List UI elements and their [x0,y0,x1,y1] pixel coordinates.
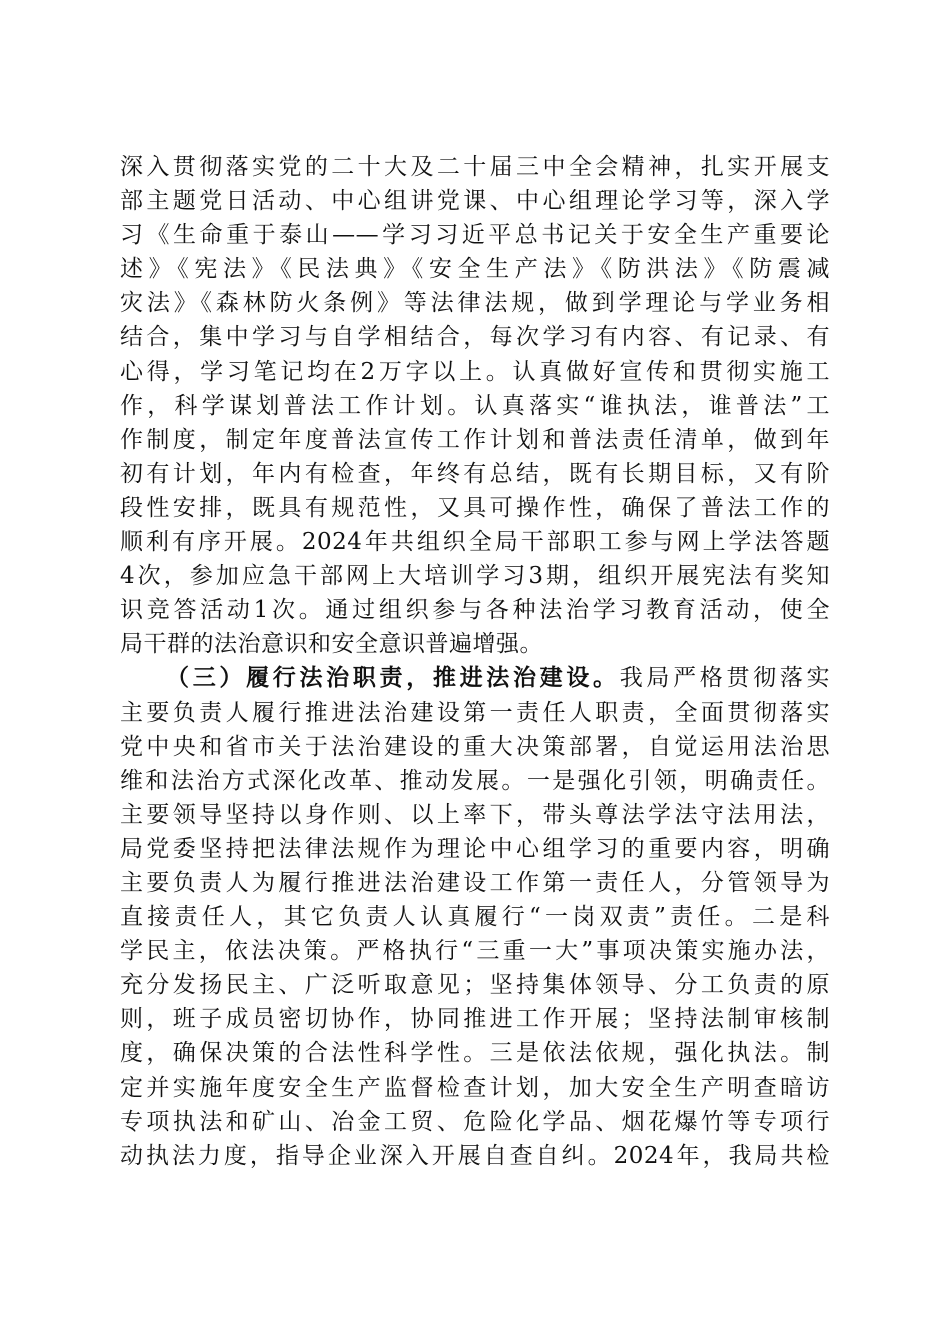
text-line: 顺利有序开展。2024年共组织全局干部职工参与网上学法答题 [120,529,830,556]
paragraph-study-publicity [120,150,830,661]
text-line: 则，班子成员密切协作，协同推进工作开展；坚持法制审核制 [120,1006,830,1033]
text-line: 直接责任人，其它负责人认真履行“一岗双责”责任。二是科 [120,904,830,931]
text-line: 初有计划，年内有检查，年终有总结，既有长期目标，又有阶 [120,460,830,487]
text-line: 局党委坚持把法律法规作为理论中心组学习的重要内容，明确 [120,835,830,862]
text-line: 作，科学谋划普法工作计划。认真落实“谁执法，谁普法”工 [120,392,830,419]
text-line: 学民主，依法决策。严格执行“三重一大”事项决策实施办法， [120,938,830,965]
text-line: 段性安排，既具有规范性，又具可操作性，确保了普法工作的 [120,494,830,521]
text-line: 结合，集中学习与自学相结合，每次学习有内容、有记录、有 [120,324,830,351]
text-line: 主要负责人为履行推进法治建设工作第一责任人，分管领导为 [120,869,830,896]
text-line: 深入贯彻落实党的二十大及二十届三中全会精神，扎实开展支 [120,154,830,180]
text-line: 灾法》《森林防火条例》等法律法规，做到学理论与学业务相 [120,290,830,317]
text-line: 党中央和省市关于法治建设的重大决策部署，自觉运用法治思 [120,733,830,760]
section-heading: （三）履行法治职责，推进法治建设。 [166,664,620,692]
text-line: 专项执法和矿山、冶金工贸、危险化学品、烟花爆竹等专项行 [120,1108,830,1135]
text-line: 述》《宪法》《民法典》《安全生产法》《防洪法》《防震减 [120,256,830,283]
text-line: 主要负责人履行推进法治建设第一责任人职责，全面贯彻落实 [120,699,830,726]
text-line: 定并实施年度安全生产监督检查计划，加大安全生产明查暗访 [120,1074,830,1101]
text-line: 主要领导坚持以身作则、以上率下，带头尊法学法守法用法， [120,801,830,828]
document-body [120,150,830,1173]
paragraph-rule-of-law-duties [120,661,830,1172]
text-line: 识竞答活动1次。通过组织参与各种法治学习教育活动，使全 [120,597,830,624]
text-line: 4次，参加应急干部网上大培训学习3期，组织开展宪法有奖知 [120,563,830,590]
text-line: 作制度，制定年度普法宣传工作计划和普法责任清单，做到年 [120,426,830,453]
heading-trailing-text: 我局严格贯彻落实 [619,665,830,692]
text-line: 充分发扬民主、广泛听取意见；坚持集体领导、分工负责的原 [120,972,830,999]
text-line: 度，确保决策的合法性科学性。三是依法依规，强化执法。制 [120,1040,830,1067]
text-line: 维和法治方式深化改革、推动发展。一是强化引领，明确责任。 [120,767,830,794]
text-line: 局干群的法治意识和安全意识普遍增强。 [120,631,543,658]
text-line: 部主题党日活动、中心组讲党课、中心组理论学习等，深入学 [120,188,830,215]
text-line: 习《生命重于泰山——学习习近平总书记关于安全生产重要论 [120,222,830,249]
text-line: 动执法力度，指导企业深入开展自查自纠。2024年，我局共检 [120,1142,830,1169]
paragraph-first-line [120,661,830,695]
text-line: 心得，学习笔记均在2万字以上。认真做好宣传和贯彻实施工 [120,358,830,385]
